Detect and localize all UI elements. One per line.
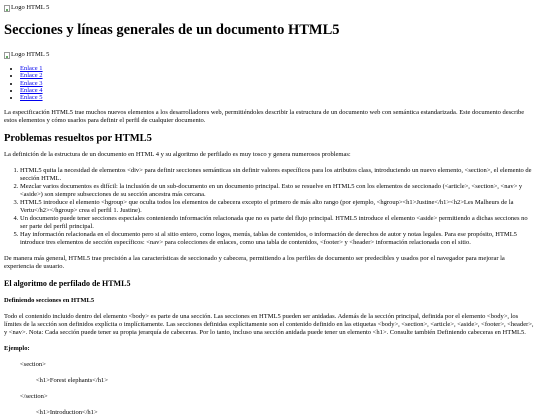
code-line: </section> xyxy=(20,393,48,401)
nav-link-2[interactable]: Enlace 2 xyxy=(20,72,43,80)
nav-item xyxy=(20,80,536,87)
problem-item: 1. HTML5 quita la necesidad de elementos <div> para definir secciones semánticas sin definir valores específicos para los atributos class, introduciendo un nuevo elemento, <section>, el elemento de sección HTML. xyxy=(20,167,536,183)
problem-item: 3. HTML5 introduce el elemento <hgroup> que oculta todos los elementos de cabecera excepto el primero de más alto rango (por ejemplo, <hgroup><h1>Justine</h1><h2>Les Malheurs de la Vertu</h2></hgroup> crea el perfil 1. Justine). xyxy=(20,199,536,215)
nav-item xyxy=(20,87,536,94)
nav-item xyxy=(20,94,536,101)
code-line: <h1>Introduction</h1> xyxy=(36,409,98,417)
nav-link-1[interactable]: Enlace 1 xyxy=(20,65,43,72)
header-logo xyxy=(4,4,536,12)
nav-link-5[interactable]: Enlace 5 xyxy=(20,94,43,102)
problems-lead: La definición de la estructura de un documento en HTML 4 y su algoritmo de perfilado es muy tosco y genera numerosos problemas: xyxy=(4,151,351,159)
code-line: <h1>Forest elephants</h1> xyxy=(36,377,108,385)
algorithm-text: Todo el contenido incluido dentro del elemento <body> es parte de una sección. Las secciones en HTML5 pueden ser anidadas. Además de la sección principal, definida por el elemento <body>, los límites de la sección son definidos explícita o implícitamente. Las secciones definidas explícitamente son el contenido definido en las etiquetas <body>, <section>, <article>, <aside>, <footer>, <header>, y <nav>. Nota: Cada sección puede tener su propia jerarquía de cabeceras. Por lo tanto, incluso una sección anidada puede tener un elemento <h1>. Consulte también Definiendo cabeceras en HTML5. xyxy=(4,313,534,337)
nav-item xyxy=(20,65,536,72)
algorithm-subheading: Definiendo secciones en HTML5 xyxy=(4,297,95,305)
nav-item xyxy=(20,72,536,79)
nav-logo xyxy=(4,51,536,59)
problems-heading: Problemas resueltos por HTML5 xyxy=(4,133,152,145)
broken-image-icon xyxy=(4,5,10,12)
problem-item: 4. Un documento puede tener secciones especiales conteniendo información relacionada que no es parte del flujo principal. HTML5 introduce el elemento <aside> permitiendo a dichas secciones no ser parte del perfil principal. xyxy=(20,215,536,231)
algorithm-heading: El algoritmo de perfilado de HTML5 xyxy=(4,279,131,289)
code-line: <section> xyxy=(20,361,46,369)
nav-link-4[interactable]: Enlace 4 xyxy=(20,86,43,94)
nav-logo-alt: Logo HTML 5 xyxy=(11,51,50,58)
example-label: Ejemplo: xyxy=(4,345,30,353)
page-title: Secciones y líneas generales de un documento HTML5 xyxy=(4,22,340,38)
nav-list xyxy=(4,65,536,101)
intro-paragraph: La especificación HTML5 trae muchos nuevos elementos a los desarrolladores web, permitiéndoles describir la estructura de un documento web con semántica estandarizada. Este documento describe estos elementos y cómo usarlos para definir el perfil de cualquier documento. xyxy=(4,109,525,125)
problems-list xyxy=(4,167,536,247)
problem-item: 2. Mezclar varios documentos es difícil: la inclusión de un sub-documento en un documento principal. Esto se resuelve en HTML5 con los elementos de seccionado (<article>, <section>, <nav> y <aside>) son siempre subsecciones de su sección ancestra más cercana. xyxy=(20,183,536,199)
nav-link-3[interactable]: Enlace 3 xyxy=(20,79,43,87)
broken-image-icon xyxy=(4,52,10,59)
problem-item: 5. Hay información relacionada en el documento pero si al sitio entero, como logos, menús, tablas de contenidos, o información de derechos de autor y notas legales. Para ese propósito, HTML5 introduce tres elementos de sección específicos: <nav> para colecciones de enlaces, como una tabla de contenidos, <footer> y <header> información relacionada con el sitio. xyxy=(20,231,536,247)
header-logo-alt: Logo HTML 5 xyxy=(11,4,50,11)
problems-closing: De manera más general, HTML5 trae precisión a las características de seccionado y cabecera, permitiendo a los perfiles de documento ser predecibles y usados por el navegador para mejorar la experiencia de usuario. xyxy=(4,255,505,271)
